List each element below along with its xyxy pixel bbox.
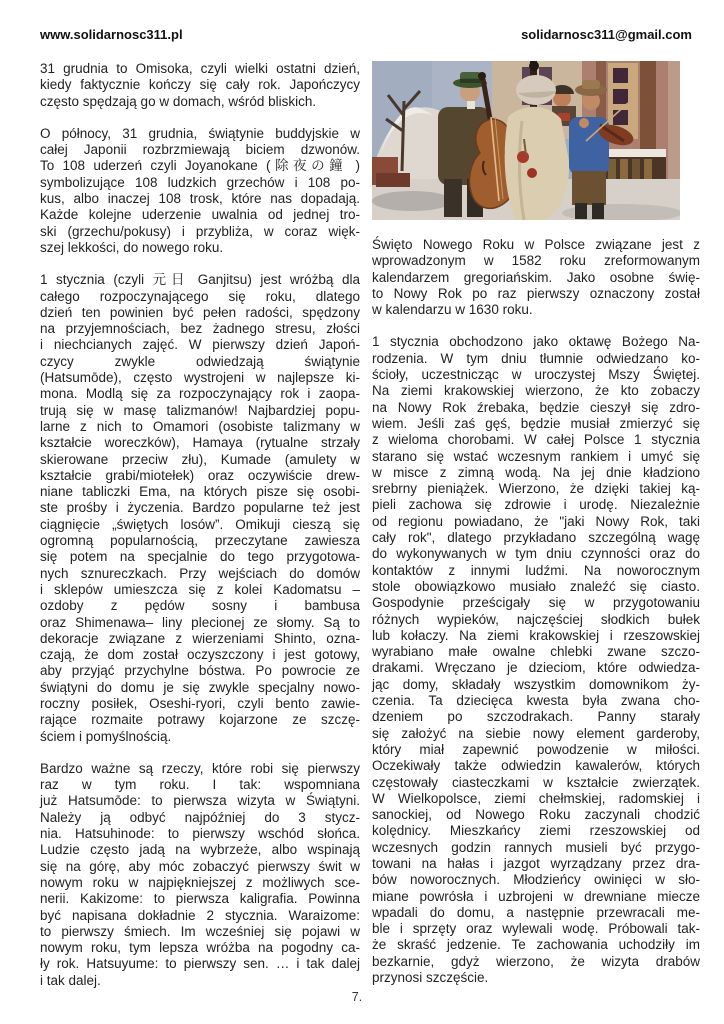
text-line: kus, albo inaczej 108 trosk, które nas dopadają.	[40, 191, 360, 207]
text-line: ozdoby z pędów sosny i bambusa	[40, 598, 360, 614]
text-line: w kalendarzu w 1630 roku.	[372, 302, 533, 318]
text-line: starano się wstać wczesnym rankiem i umyć się	[372, 448, 700, 464]
header-website: www.solidarnosc311.pl	[40, 27, 183, 42]
text-line: ste prośby i życzenia. Bardzo popularne też jest	[40, 500, 360, 516]
text-line: 1 stycznia (czyli 元日 Ganjitsu) jest wróżbą dla	[40, 272, 360, 288]
text-line: i niechcianych zajęć. W pierwszy dzień Japoń-	[40, 337, 360, 353]
text-line: całego rozpoczynającego się roku, dlatego	[40, 288, 360, 304]
text-line: czenia. Ta dziecięca kwesta była zwana cho-	[372, 693, 700, 709]
paragraph	[40, 126, 360, 256]
text-line: kontaktów z innymi ludźmi. Na noworocznym	[372, 562, 700, 578]
text-line: towani na hałas i jazgot wyrządzany przez dra-	[372, 855, 700, 871]
text-line: rodzenia. W tym dniu tłumnie odwiedzano ko-	[372, 350, 700, 366]
text-line: przynosi szczęście.	[372, 970, 489, 986]
text-line: nowym roku, tym lepsza wróżba na pogodny ca-	[40, 940, 360, 956]
text-line: Święto Nowego Roku w Polsce związane jest z	[372, 237, 700, 252]
text-line: że skraść jedzenie. Te zachowania uchodziły im	[372, 937, 700, 953]
text-line: jąc domy, składały wszystkim domownikom ży-	[372, 676, 700, 692]
text-line: miane powrósła i uzbrojeni w drewniane miecze	[372, 888, 700, 904]
text-line: bezkarnie, gdyż wierzono, że wizyta drabów	[372, 953, 700, 969]
text-line: kiedy faktycznie kończy się cały rok. Japończycy	[40, 77, 360, 93]
text-line: się założyć na siebie nowy element garderoby,	[372, 725, 700, 741]
text-line: kolędnicy. Mieszkańcy ziemi rzeszowskiej od	[372, 823, 700, 839]
text-line: czycy zwykle odwiedzają świątynie	[40, 353, 360, 369]
text-line: ły rok. Hatsuyume: to pierwszy sen. … i tak dalej	[40, 956, 360, 972]
text-line: na Nowy Rok źrebaka, będzie cieszył się zdro-	[372, 399, 700, 415]
text-line: kalendarzem gregoriańskim. Jako osobne świę-	[372, 269, 700, 285]
text-line: do wykonywanych w tym dniu czynności oraz do	[372, 546, 700, 562]
text-line: Każde kolejne uderzenie uwalnia od jednej tro-	[40, 207, 360, 223]
text-line: Gospodynie prześcigały się w przygotowaniu	[372, 595, 700, 611]
text-line: i tak dalej.	[40, 972, 101, 988]
text-line: wpadali do domu, a następnie przewracali me-	[372, 904, 700, 920]
text-line: cały rok", dlatego przykładano szczególną wagę	[372, 530, 700, 546]
text-line: ściem i pomyślnością.	[40, 728, 172, 744]
text-line: stole obowiązkowo musiało znaleźć się ciasto.	[372, 578, 700, 594]
text-line: Oczekiwały także odwiedzin kawalerów, których	[372, 758, 700, 774]
text-line: ble i sprzęty oraz wylewali wodę. Próbowali tak-	[372, 921, 700, 937]
text-line: i sklepów umieszcza się z kolei Kadomatsu –	[40, 581, 360, 597]
text-line: wprowadzonym w 1582 roku zreformowanym	[372, 253, 700, 269]
text-line: nowym roku w najpiękniejszej z możliwych sce-	[40, 874, 360, 890]
text-line: nych sznureczkach. Przy wejściach do domów	[40, 565, 360, 581]
text-line: pieli zachowa się zdrowie i urodę. Niezależnie	[372, 497, 700, 513]
text-line: wiem. Jeśli zaś gęś, będzie musiał zmierzyć się	[372, 415, 700, 431]
text-line: drakami. Wręczano je dzieciom, które odwiedza-	[372, 660, 700, 676]
article-body	[0, 61, 724, 989]
text-line: często spędzają go w domach, wśród bliskich.	[40, 93, 317, 109]
text-line: na przyjemnościach, bez żadnego stresu, złości	[40, 321, 360, 337]
text-line: świątyni do domu je się zwykle specjalny nowo-	[40, 679, 360, 695]
text-line: symbolizujące 108 ludzkich grzechów i 108 po-	[40, 174, 360, 190]
text-line: Należy ją odbyć najpóźniej do 3 stycz-	[40, 809, 360, 825]
text-line: Na ziemi krakowskiej wierzono, że kto zobaczy	[372, 383, 700, 399]
text-line: Ludzie często jadą na wybrzeże, albo wspinają	[40, 842, 360, 858]
page-number: 7.	[351, 990, 363, 1004]
text-line: dzeniem po szczodrakach. Panny starały	[372, 709, 700, 725]
page-header	[0, 0, 724, 42]
text-line: już Hatsumōde: to pierwsza wizyta w Świątyni.	[40, 793, 360, 809]
text-line: ski (grzechu/pokusy) i przybliża, w coraz więk-	[40, 223, 360, 239]
text-line: skierowane przeciw złu), Kumade (amulety w	[40, 451, 360, 467]
left-column	[40, 61, 360, 989]
right-column	[372, 61, 700, 989]
text-line: oraz Shimenawa– liny plecionej ze słomy. Są to	[40, 614, 360, 630]
text-line: to Nowy Rok po raz pierwszy oznaczony został	[372, 285, 700, 301]
paragraph	[372, 334, 700, 986]
text-line: wyrabiano małe owalne chlebki zwane szczo-	[372, 644, 700, 660]
text-line: mona. Modlą się za rozpoczynający rok i zaopa-	[40, 386, 360, 402]
text-line: dzień ten powinien być pełen radości, spędzony	[40, 304, 360, 320]
text-line: w misce z zimną wodą. Na jej dnie kładziono	[372, 464, 700, 480]
paragraph	[40, 272, 360, 745]
text-line: 1 stycznia obchodzono jako oktawę Bożego Na-	[372, 334, 700, 350]
text-line: czają, że dom został oczyszczony i jest gotowy,	[40, 647, 360, 663]
text-line: W Wielkopolsce, ziemi chełmskiej, radomskiej i	[372, 790, 700, 806]
text-line: który miał zapewnić powodzenie w miłości.	[372, 741, 700, 757]
text-line: aby przyjąć przychylne bóstwa. Po powrocie ze	[40, 663, 360, 679]
text-line: roczny posiłek, Oseshi-ryori, czyli bento zawie-	[40, 695, 360, 711]
paragraph	[40, 61, 360, 110]
text-line: ścioły, uczestnicząc w uroczystej Mszy Świętej.	[372, 367, 700, 383]
text-line: to pierwszy śmiech. Im wcześniej się pojawi w	[40, 923, 360, 939]
text-line: raz w tym roku. I tak: wspomniana	[40, 777, 360, 793]
text-line: się potem na specjalnie do tego przygotowa-	[40, 549, 360, 565]
text-line: nerii. Kakizome: to pierwsza kaligrafia. Powinna	[40, 891, 360, 907]
header-email: solidarnosc311@gmail.com	[521, 27, 692, 42]
text-line: kształcie woreczków), Hamaya (rytualne strzały	[40, 435, 360, 451]
text-line: ogromną popularnością, przeczytane zawiesza	[40, 533, 360, 549]
text-line: szej lekkości, do nowego roku.	[40, 239, 224, 255]
text-line: różnych wypieków, najczęściej słodkich bułek	[372, 611, 700, 627]
text-line: ciągnięcie „świętych losów”. Omikuji cieszą się	[40, 516, 360, 532]
text-line: (Hatsumōde), często wystrojeni w najlepsze ki-	[40, 370, 360, 386]
paragraph	[40, 761, 360, 989]
text-line: z wieloma chorobami. W całej Polsce 1 stycznia	[372, 432, 700, 448]
text-line: sanockiej, od Nowego Roku zaczynali chodzić	[372, 807, 700, 823]
text-line: Bardzo ważne są rzeczy, które robi się pierwszy	[40, 760, 360, 776]
text-line: To 108 uderzeń czyli Joyanokane (除夜の鐘 )	[40, 158, 360, 174]
painting-folk-musicians-winter	[372, 61, 680, 220]
text-line: O północy, 31 grudnia, świątynie buddyjskie w	[40, 125, 360, 141]
text-line: nia. Hatsuhinode: to pierwszy wschód słońca.	[40, 826, 360, 842]
text-line: lub kołaczy. Na ziemi krakowskiej i rzeszowskiej	[372, 627, 700, 643]
text-line: 31 grudnia to Omisoka, czyli wielki ostatni dzień,	[40, 61, 360, 76]
text-line: od regionu powiadano, że "jaki Nowy Rok, taki	[372, 513, 700, 529]
text-line: się na górę, aby móc zobaczyć pierwszy świt w	[40, 858, 360, 874]
text-line: trują się w masę talizmanów! Najbardziej popu-	[40, 402, 360, 418]
paragraph	[372, 237, 700, 318]
text-line: larne z nich to Omamori (osobiste talizmany w	[40, 418, 360, 434]
text-line: rające rozmaite potrawy kojarzone ze szczę-	[40, 712, 360, 728]
text-line: dekoracje związane z wierzeniami Shinto, ozna-	[40, 630, 360, 646]
text-line: kształcie grabi/miotełek) oraz oczywiście drew-	[40, 467, 360, 483]
text-line: bów noworocznych. Młodzieńcy owinięci w sło-	[372, 872, 700, 888]
text-line: niane tabliczki Ema, na których pisze się osobi-	[40, 484, 360, 500]
text-line: całej Japonii rozbrzmiewają biciem dzwonów.	[40, 142, 360, 158]
text-line: częstowały ciasteczkami w kształcie zwierzątek.	[372, 774, 700, 790]
text-line: wczesnych godzin rannych musieli być przygo-	[372, 839, 700, 855]
text-line: być napisana dokładnie 2 stycznia. Waraizome:	[40, 907, 360, 923]
right-column-text	[372, 237, 700, 986]
text-line: srebrny pieniążek. Wierzono, że dzięki takiej ką-	[372, 481, 700, 497]
